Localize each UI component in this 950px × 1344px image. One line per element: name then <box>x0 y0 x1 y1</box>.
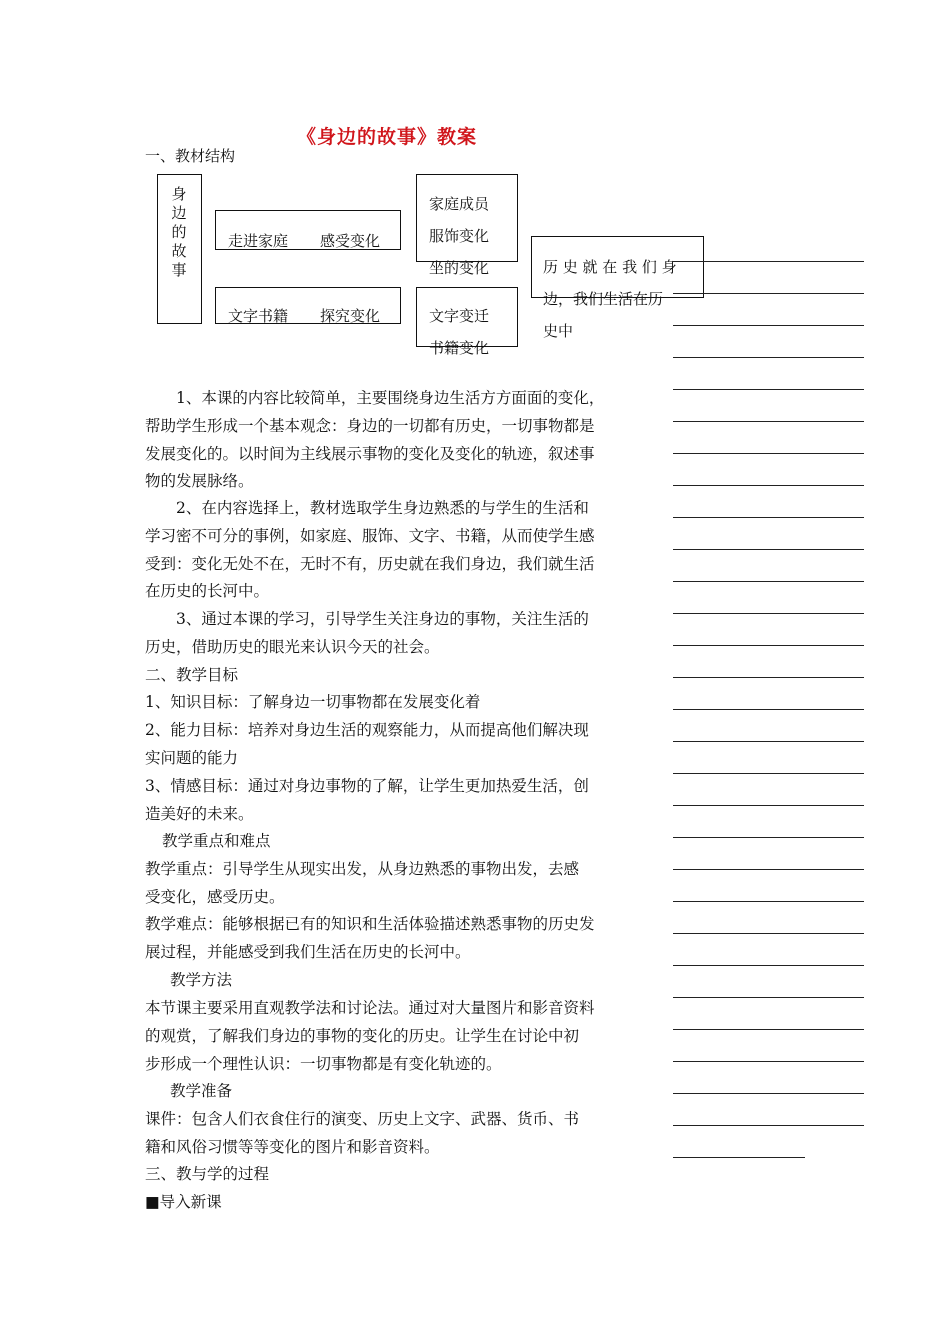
margin-note-line <box>673 677 864 678</box>
branch-writing-label-b: 探究变化 <box>320 307 381 325</box>
heading-key-points: 教学重点和难点 <box>162 832 271 850</box>
conclusion-line: 史中 <box>543 322 574 340</box>
margin-note-line <box>673 613 864 614</box>
margin-note-line <box>673 421 864 422</box>
margin-note-line <box>673 389 864 390</box>
difficulty-text: 教学难点：能够根据已有的知识和生活体验描述熟悉事物的历史发 展过程，并能感受到我们生活在历史的长河中。 <box>145 915 595 961</box>
margin-note-line <box>673 901 864 902</box>
margin-note-line <box>673 645 864 646</box>
margin-note-line <box>673 357 864 358</box>
margin-note-line <box>673 1125 864 1126</box>
sub-family-item: 服饰变化 <box>429 227 490 245</box>
section-heading-goals: 二、教学目标 <box>145 666 239 684</box>
sub-family-item: 坐的变化 <box>429 259 490 277</box>
margin-note-line <box>673 869 864 870</box>
sub-family-item: 家庭成员 <box>429 195 490 213</box>
branch-family-label-a: 走进家庭 <box>228 232 289 250</box>
diagram-root-box <box>157 174 202 324</box>
margin-note-line <box>673 805 864 806</box>
margin-note-line <box>673 837 864 838</box>
margin-note-line <box>673 1029 864 1030</box>
section-heading-process: 三、教与学的过程 <box>145 1165 270 1183</box>
margin-note-line <box>673 261 864 262</box>
goal-ability: 2、能力目标：培养对身边生活的观察能力，从而提高他们解决现 实问题的能力 <box>145 721 589 767</box>
sub-writing-item: 文字变迁 <box>429 307 490 325</box>
method-text: 本节课主要采用直观教学法和讨论法。通过对大量图片和影音资料 的观赏，了解我们身边的事物的变化的历史。让学生在讨论中初 步形成一个理性认识：一切事物都是有变化轨迹的。 <box>145 999 595 1073</box>
section-heading-structure: 一、教材结构 <box>145 147 236 165</box>
margin-note-line <box>673 517 864 518</box>
intro-paragraph-2: 2、在内容选择上，教材选取学生身边熟悉的与学生的生活和 学习密不可分的事例，如家庭、服饰、文字、书籍，从而使学生感 受到：变化无处不在，无时不有，历史就在我们身边，我们就生活 在历史的长河中。 <box>145 499 595 601</box>
branch-writing-label-a: 文字书籍 <box>228 307 289 325</box>
conclusion-line: 边，我们生活在历 <box>543 290 664 308</box>
margin-note-line <box>673 933 864 934</box>
margin-note-line <box>673 581 864 582</box>
margin-note-line <box>673 453 864 454</box>
margin-note-line <box>673 1061 864 1062</box>
conclusion-line: 历 史 就 在 我 们 身 <box>543 258 677 276</box>
diagram-root-label: 身边的故事 <box>171 185 187 279</box>
key-point-text: 教学重点：引导学生从现实出发，从身边熟悉的事物出发，去感 受变化，感受历史。 <box>145 860 580 906</box>
margin-note-line <box>673 741 864 742</box>
margin-note-line <box>673 1093 864 1094</box>
margin-note-line <box>673 709 864 710</box>
document-title: 《身边的故事》教案 <box>297 126 478 148</box>
margin-note-line <box>673 773 864 774</box>
margin-note-line <box>673 485 864 486</box>
branch-family-label-b: 感受变化 <box>320 232 381 250</box>
intro-paragraph-1: 1、本课的内容比较简单，主要围绕身边生活方方面面的变化， 帮助学生形成一个基本观念：身边的一切都有历史，一切事物都是 发展变化的。以时间为主线展示事物的变化及变化的轨迹，叙述事 物的发展脉络。 <box>145 389 605 491</box>
intro-paragraph-3: 3、通过本课的学习，引导学生关注身边的事物，关注生活的 历史，借助历史的眼光来认识今天的社会。 <box>145 610 589 656</box>
margin-note-line <box>673 965 864 966</box>
heading-preparation: 教学准备 <box>170 1082 233 1100</box>
margin-note-line <box>673 325 864 326</box>
goal-emotion: 3、情感目标：通过对身边事物的了解，让学生更加热爱生活，创 造美好的未来。 <box>145 777 589 823</box>
heading-new-lesson: ■导入新课 <box>145 1193 222 1211</box>
margin-note-line <box>673 293 864 294</box>
heading-method: 教学方法 <box>170 971 233 989</box>
goal-knowledge: 1、知识目标：了解身边一切事物都在发展变化着 <box>145 693 481 711</box>
preparation-text: 课件：包含人们衣食住行的演变、历史上文字、武器、货币、书 籍和风俗习惯等等变化的图片和影音资料。 <box>145 1110 580 1156</box>
margin-note-line <box>673 549 864 550</box>
sub-writing-item: 书籍变化 <box>429 339 490 357</box>
margin-note-line <box>673 997 864 998</box>
diagram-sub-family <box>416 174 518 262</box>
margin-note-line <box>673 1157 805 1158</box>
